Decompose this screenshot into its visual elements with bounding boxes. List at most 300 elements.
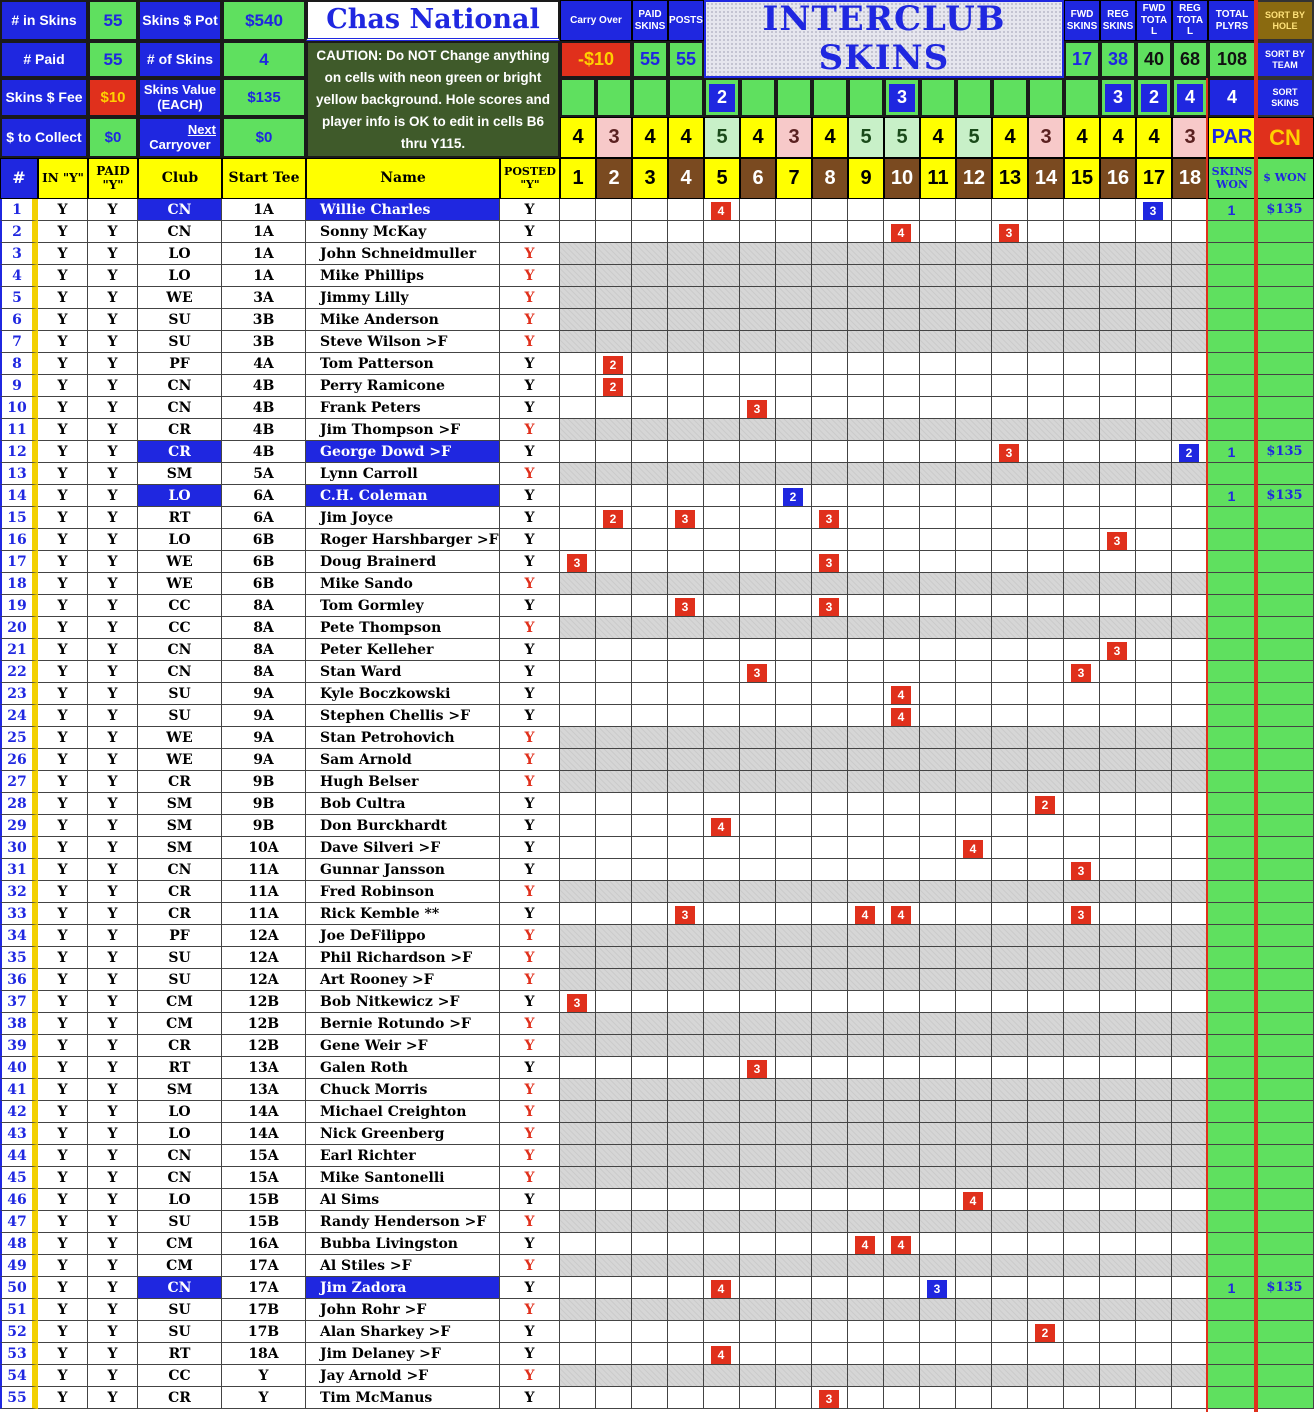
hole-score-cell[interactable] [884,925,920,947]
hole-score-cell[interactable] [1028,1101,1064,1123]
hole-score-cell[interactable] [596,969,632,991]
hole-score-cell[interactable] [848,353,884,375]
cell-club[interactable]: CN [138,639,222,661]
hole-score-cell[interactable] [920,947,956,969]
hole-score-cell[interactable] [560,771,596,793]
hole-score-cell[interactable] [704,1013,740,1035]
cell-paid[interactable]: Y [88,617,138,639]
hole-score-cell[interactable] [884,705,920,727]
hole-score-cell[interactable] [1136,595,1172,617]
hole-score-cell[interactable] [1136,573,1172,595]
cell-in[interactable]: Y [38,595,88,617]
hole-score-cell[interactable] [992,793,1028,815]
hole-score-cell[interactable] [776,529,812,551]
hole-score-cell[interactable] [560,881,596,903]
hole-score-cell[interactable] [1136,903,1172,925]
cell-name[interactable]: Bernie Rotundo >F [306,1013,500,1035]
cell-posted[interactable]: Y [500,551,560,573]
hole-score-cell[interactable] [776,331,812,353]
hole-score-cell[interactable] [668,771,704,793]
hole-score-cell[interactable] [1064,1101,1100,1123]
hole-score-cell[interactable] [920,441,956,463]
hole-score-cell[interactable] [776,683,812,705]
cell-tee[interactable]: 12A [222,925,306,947]
cell-name[interactable]: Stephen Chellis >F [306,705,500,727]
hole-score-cell[interactable] [956,727,992,749]
hole-score-cell[interactable] [920,639,956,661]
hole-score-cell[interactable] [848,1079,884,1101]
hole-score-cell[interactable] [1064,1079,1100,1101]
cell-name[interactable]: Steve Wilson >F [306,331,500,353]
hole-score-cell[interactable] [1136,947,1172,969]
hole-score-cell[interactable] [812,837,848,859]
hole-score-cell[interactable] [992,573,1028,595]
cell-paid[interactable]: Y [88,881,138,903]
hole-score-cell[interactable] [956,331,992,353]
hole-score-cell[interactable] [1028,1057,1064,1079]
hole-score-cell[interactable] [812,1299,848,1321]
hole-score-cell[interactable] [668,727,704,749]
cell-in[interactable]: Y [38,243,88,265]
hole-score-cell[interactable] [920,617,956,639]
cell-name[interactable]: Al Sims [306,1189,500,1211]
hole-score-cell[interactable] [776,969,812,991]
hole-score-cell[interactable] [560,1343,596,1365]
hole-score-cell[interactable] [704,551,740,573]
hole-score-cell[interactable] [596,1167,632,1189]
hole-score-cell[interactable] [920,1013,956,1035]
hole-score-cell[interactable] [920,1277,956,1299]
hole-score-cell[interactable] [1100,1365,1136,1387]
hole-score-cell[interactable] [596,1299,632,1321]
hole-score-cell[interactable] [1172,1321,1208,1343]
cell-club[interactable]: LO [138,529,222,551]
cell-in[interactable]: Y [38,441,88,463]
cell-posted[interactable]: Y [500,1035,560,1057]
hole-score-cell[interactable] [1064,265,1100,287]
hole-score-cell[interactable] [884,1123,920,1145]
hole-score-cell[interactable] [920,749,956,771]
cell-posted[interactable]: Y [500,1211,560,1233]
hole-score-cell[interactable] [668,287,704,309]
cell-posted[interactable]: Y [500,441,560,463]
hole-score-cell[interactable] [992,419,1028,441]
hole-score-cell[interactable] [1100,485,1136,507]
hole-score-cell[interactable] [668,419,704,441]
hole-score-cell[interactable] [560,1145,596,1167]
hole-score-cell[interactable] [1136,221,1172,243]
hole-score-cell[interactable] [884,1167,920,1189]
hole-score-cell[interactable] [596,529,632,551]
hole-score-cell[interactable] [992,881,1028,903]
hole-score-cell[interactable] [992,1035,1028,1057]
cell-club[interactable]: RT [138,507,222,529]
cell-name[interactable]: Jim Delaney >F [306,1343,500,1365]
hole-score-cell[interactable] [740,771,776,793]
hole-score-cell[interactable] [1172,661,1208,683]
hole-score-cell[interactable] [1064,1365,1100,1387]
hole-score-cell[interactable] [1136,1387,1172,1409]
cell-paid[interactable]: Y [88,859,138,881]
hole-score-cell[interactable] [560,1277,596,1299]
hole-score-cell[interactable] [632,1123,668,1145]
hole-score-cell[interactable] [920,1079,956,1101]
hole-score-cell[interactable] [992,683,1028,705]
hole-score-cell[interactable] [668,1145,704,1167]
cell-paid[interactable]: Y [88,749,138,771]
next-link[interactable]: Next [187,121,216,137]
hole-score-cell[interactable] [992,529,1028,551]
hole-score-cell[interactable] [956,463,992,485]
cell-club[interactable]: CC [138,1365,222,1387]
hole-score-cell[interactable] [884,1343,920,1365]
cell-club[interactable]: CR [138,1035,222,1057]
hole-score-cell[interactable] [632,441,668,463]
hole-score-cell[interactable] [560,639,596,661]
hole-score-cell[interactable] [848,243,884,265]
hole-score-cell[interactable] [1064,617,1100,639]
hole-score-cell[interactable] [632,815,668,837]
hole-score-cell[interactable] [1100,771,1136,793]
hole-score-cell[interactable] [1172,287,1208,309]
hole-score-cell[interactable] [1136,1101,1172,1123]
cell-club[interactable]: CN [138,199,222,221]
hole-score-cell[interactable] [848,661,884,683]
hole-score-cell[interactable] [668,661,704,683]
hole-score-cell[interactable] [1064,1277,1100,1299]
cell-tee[interactable]: 1A [222,221,306,243]
hole-score-cell[interactable] [920,903,956,925]
hole-score-cell[interactable] [1064,661,1100,683]
cell-paid[interactable]: Y [88,551,138,573]
cell-in[interactable]: Y [38,1057,88,1079]
hole-score-cell[interactable] [632,969,668,991]
hole-score-cell[interactable] [1028,1167,1064,1189]
cell-name[interactable]: Gunnar Jansson [306,859,500,881]
cell-posted[interactable]: Y [500,419,560,441]
hole-score-cell[interactable] [920,1145,956,1167]
hole-score-cell[interactable] [956,1299,992,1321]
hole-score-cell[interactable] [1100,1211,1136,1233]
cell-paid[interactable]: Y [88,485,138,507]
hole-score-cell[interactable] [1100,969,1136,991]
hole-score-cell[interactable] [1064,1255,1100,1277]
hole-score-cell[interactable] [1100,551,1136,573]
hole-score-cell[interactable] [596,265,632,287]
hole-score-cell[interactable] [1100,1321,1136,1343]
hole-score-cell[interactable] [1172,1167,1208,1189]
cell-in[interactable]: Y [38,1167,88,1189]
cell-paid[interactable]: Y [88,1123,138,1145]
cell-posted[interactable]: Y [500,1343,560,1365]
hole-score-cell[interactable] [920,265,956,287]
hole-score-cell[interactable] [740,221,776,243]
hole-score-cell[interactable] [812,529,848,551]
hole-score-cell[interactable] [740,353,776,375]
hole-score-cell[interactable] [956,353,992,375]
hole-score-cell[interactable] [1100,1189,1136,1211]
hole-score-cell[interactable] [1028,419,1064,441]
team-filter-cell[interactable]: CN [1256,117,1314,158]
hole-score-cell[interactable] [812,441,848,463]
hole-score-cell[interactable] [812,1387,848,1409]
hole-score-cell[interactable] [812,1343,848,1365]
hole-score-cell[interactable] [776,1299,812,1321]
cell-name[interactable]: Jay Arnold >F [306,1365,500,1387]
hole-score-cell[interactable] [992,243,1028,265]
hole-score-cell[interactable] [812,199,848,221]
cell-tee[interactable]: 8A [222,617,306,639]
hole-score-cell[interactable] [1136,397,1172,419]
hole-score-cell[interactable] [704,1233,740,1255]
hole-score-cell[interactable] [776,1255,812,1277]
cell-in[interactable]: Y [38,859,88,881]
hole-score-cell[interactable] [992,837,1028,859]
hole-score-cell[interactable] [1028,507,1064,529]
hole-score-cell[interactable] [1064,243,1100,265]
hole-score-cell[interactable] [776,507,812,529]
hole-score-cell[interactable] [920,331,956,353]
hole-score-cell[interactable] [560,287,596,309]
cell-tee[interactable]: 4B [222,375,306,397]
hole-score-cell[interactable] [560,375,596,397]
hole-score-cell[interactable] [1172,375,1208,397]
hole-score-cell[interactable] [1136,661,1172,683]
hole-score-cell[interactable] [1064,221,1100,243]
hole-score-cell[interactable] [776,309,812,331]
hole-score-cell[interactable] [920,837,956,859]
hole-score-cell[interactable] [632,463,668,485]
hole-score-cell[interactable] [1100,859,1136,881]
hole-score-cell[interactable] [848,749,884,771]
hole-score-cell[interactable] [920,1233,956,1255]
hole-score-cell[interactable] [1136,859,1172,881]
cell-in[interactable]: Y [38,199,88,221]
hole-score-cell[interactable] [1136,331,1172,353]
cell-posted[interactable]: Y [500,397,560,419]
hole-score-cell[interactable] [704,947,740,969]
cell-club[interactable]: CR [138,1387,222,1409]
hole-score-cell[interactable] [1100,991,1136,1013]
hole-score-cell[interactable] [992,1299,1028,1321]
hole-score-cell[interactable] [956,221,992,243]
hole-score-cell[interactable] [884,1013,920,1035]
hole-score-cell[interactable] [596,1101,632,1123]
cell-tee[interactable]: 16A [222,1233,306,1255]
cell-paid[interactable]: Y [88,727,138,749]
hole-score-cell[interactable] [776,1013,812,1035]
hole-score-cell[interactable] [560,551,596,573]
hole-score-cell[interactable] [812,1013,848,1035]
hole-score-cell[interactable] [992,661,1028,683]
hole-score-cell[interactable] [776,485,812,507]
hole-score-cell[interactable] [740,1387,776,1409]
cell-posted[interactable]: Y [500,353,560,375]
hole-score-cell[interactable] [884,507,920,529]
hole-score-cell[interactable] [812,903,848,925]
hole-score-cell[interactable] [992,815,1028,837]
hole-score-cell[interactable] [1028,925,1064,947]
hole-score-cell[interactable] [560,947,596,969]
hole-score-cell[interactable] [776,815,812,837]
hole-score-cell[interactable] [776,793,812,815]
hole-score-cell[interactable] [992,397,1028,419]
hole-score-cell[interactable] [776,881,812,903]
hole-score-cell[interactable] [884,837,920,859]
hole-score-cell[interactable] [776,1321,812,1343]
cell-tee[interactable]: 9A [222,727,306,749]
hole-score-cell[interactable] [560,1101,596,1123]
hole-score-cell[interactable] [632,353,668,375]
cell-tee[interactable]: 9B [222,815,306,837]
hole-score-cell[interactable] [848,463,884,485]
hole-score-cell[interactable] [596,1035,632,1057]
cell-paid[interactable]: Y [88,1255,138,1277]
cell-tee[interactable]: 4A [222,353,306,375]
hole-score-cell[interactable] [848,595,884,617]
hole-score-cell[interactable] [776,287,812,309]
hole-score-cell[interactable] [1028,639,1064,661]
hole-score-cell[interactable] [632,925,668,947]
hole-score-cell[interactable] [1064,1343,1100,1365]
hole-score-cell[interactable] [848,419,884,441]
hole-score-cell[interactable] [956,1387,992,1409]
hole-score-cell[interactable] [956,969,992,991]
hole-score-cell[interactable] [848,617,884,639]
hole-score-cell[interactable] [596,661,632,683]
hole-score-cell[interactable] [884,815,920,837]
cell-paid[interactable]: Y [88,815,138,837]
cell-in[interactable]: Y [38,463,88,485]
hole-score-cell[interactable] [560,1233,596,1255]
hole-score-cell[interactable] [668,331,704,353]
hole-score-cell[interactable] [560,991,596,1013]
hole-score-cell[interactable] [632,683,668,705]
hole-score-cell[interactable] [632,1035,668,1057]
hole-score-cell[interactable] [848,1013,884,1035]
hole-score-cell[interactable] [668,749,704,771]
hole-score-cell[interactable] [596,727,632,749]
hole-score-cell[interactable] [740,1321,776,1343]
cell-in[interactable]: Y [38,265,88,287]
hole-score-cell[interactable] [632,1255,668,1277]
hole-score-cell[interactable] [740,683,776,705]
hole-score-cell[interactable] [920,1189,956,1211]
hole-score-cell[interactable] [1136,991,1172,1013]
hole-score-cell[interactable] [992,947,1028,969]
hole-score-cell[interactable] [740,1167,776,1189]
hole-score-cell[interactable] [1064,595,1100,617]
hole-score-cell[interactable] [812,749,848,771]
hole-score-cell[interactable] [1172,221,1208,243]
hole-score-cell[interactable] [740,1233,776,1255]
hole-score-cell[interactable] [776,1123,812,1145]
hole-score-cell[interactable] [704,1343,740,1365]
hole-score-cell[interactable] [992,991,1028,1013]
hole-score-cell[interactable] [848,287,884,309]
hole-score-cell[interactable] [1100,243,1136,265]
cell-tee[interactable]: 9A [222,683,306,705]
hole-score-cell[interactable] [632,727,668,749]
hole-score-cell[interactable] [812,309,848,331]
hole-score-cell[interactable] [668,1057,704,1079]
hole-score-cell[interactable] [848,551,884,573]
hole-score-cell[interactable] [632,771,668,793]
hole-score-cell[interactable] [956,1277,992,1299]
cell-name[interactable]: Mike Anderson [306,309,500,331]
hole-score-cell[interactable] [1064,705,1100,727]
cell-paid[interactable]: Y [88,441,138,463]
cell-name[interactable]: Sam Arnold [306,749,500,771]
hole-score-cell[interactable] [776,925,812,947]
hole-score-cell[interactable] [992,1101,1028,1123]
hole-score-cell[interactable] [596,881,632,903]
hole-score-cell[interactable] [704,1365,740,1387]
hole-score-cell[interactable] [812,793,848,815]
hole-score-cell[interactable] [1028,1035,1064,1057]
hole-score-cell[interactable] [632,243,668,265]
hole-score-cell[interactable] [668,1255,704,1277]
hole-score-cell[interactable] [668,793,704,815]
cell-club[interactable]: LO [138,1101,222,1123]
cell-in[interactable]: Y [38,661,88,683]
hole-score-cell[interactable] [704,441,740,463]
cell-club[interactable]: WE [138,727,222,749]
hole-score-cell[interactable] [596,1145,632,1167]
cell-name[interactable]: Jim Joyce [306,507,500,529]
cell-posted[interactable]: Y [500,265,560,287]
hole-score-cell[interactable] [848,1255,884,1277]
hole-score-cell[interactable] [884,441,920,463]
hole-score-cell[interactable] [668,947,704,969]
hole-score-cell[interactable] [812,947,848,969]
hole-score-cell[interactable] [992,353,1028,375]
hole-score-cell[interactable] [1064,1321,1100,1343]
cell-name[interactable]: Kyle Boczkowski [306,683,500,705]
cell-name[interactable]: Tom Gormley [306,595,500,617]
cell-posted[interactable]: Y [500,639,560,661]
hole-score-cell[interactable] [1064,771,1100,793]
hole-score-cell[interactable] [668,595,704,617]
cell-in[interactable]: Y [38,1321,88,1343]
hole-score-cell[interactable] [956,1145,992,1167]
cell-name[interactable]: Mike Santonelli [306,1167,500,1189]
hole-score-cell[interactable] [1172,925,1208,947]
hole-score-cell[interactable] [704,397,740,419]
cell-name[interactable]: Frank Peters [306,397,500,419]
cell-paid[interactable]: Y [88,199,138,221]
hole-score-cell[interactable] [992,221,1028,243]
hole-score-cell[interactable] [776,837,812,859]
hole-score-cell[interactable] [704,727,740,749]
cell-club[interactable]: SU [138,331,222,353]
cell-in[interactable]: Y [38,903,88,925]
hole-score-cell[interactable] [1064,1387,1100,1409]
hole-score-cell[interactable] [812,331,848,353]
hole-score-cell[interactable] [1028,1233,1064,1255]
cell-paid[interactable]: Y [88,1145,138,1167]
cell-paid[interactable]: Y [88,419,138,441]
cell-tee[interactable]: 8A [222,595,306,617]
hole-score-cell[interactable] [776,243,812,265]
cell-tee[interactable]: 1A [222,265,306,287]
hole-score-cell[interactable] [920,485,956,507]
hole-score-cell[interactable] [704,859,740,881]
cell-name[interactable]: Bubba Livingston [306,1233,500,1255]
hole-score-cell[interactable] [812,661,848,683]
hole-score-cell[interactable] [992,1277,1028,1299]
cell-club[interactable]: CR [138,441,222,463]
